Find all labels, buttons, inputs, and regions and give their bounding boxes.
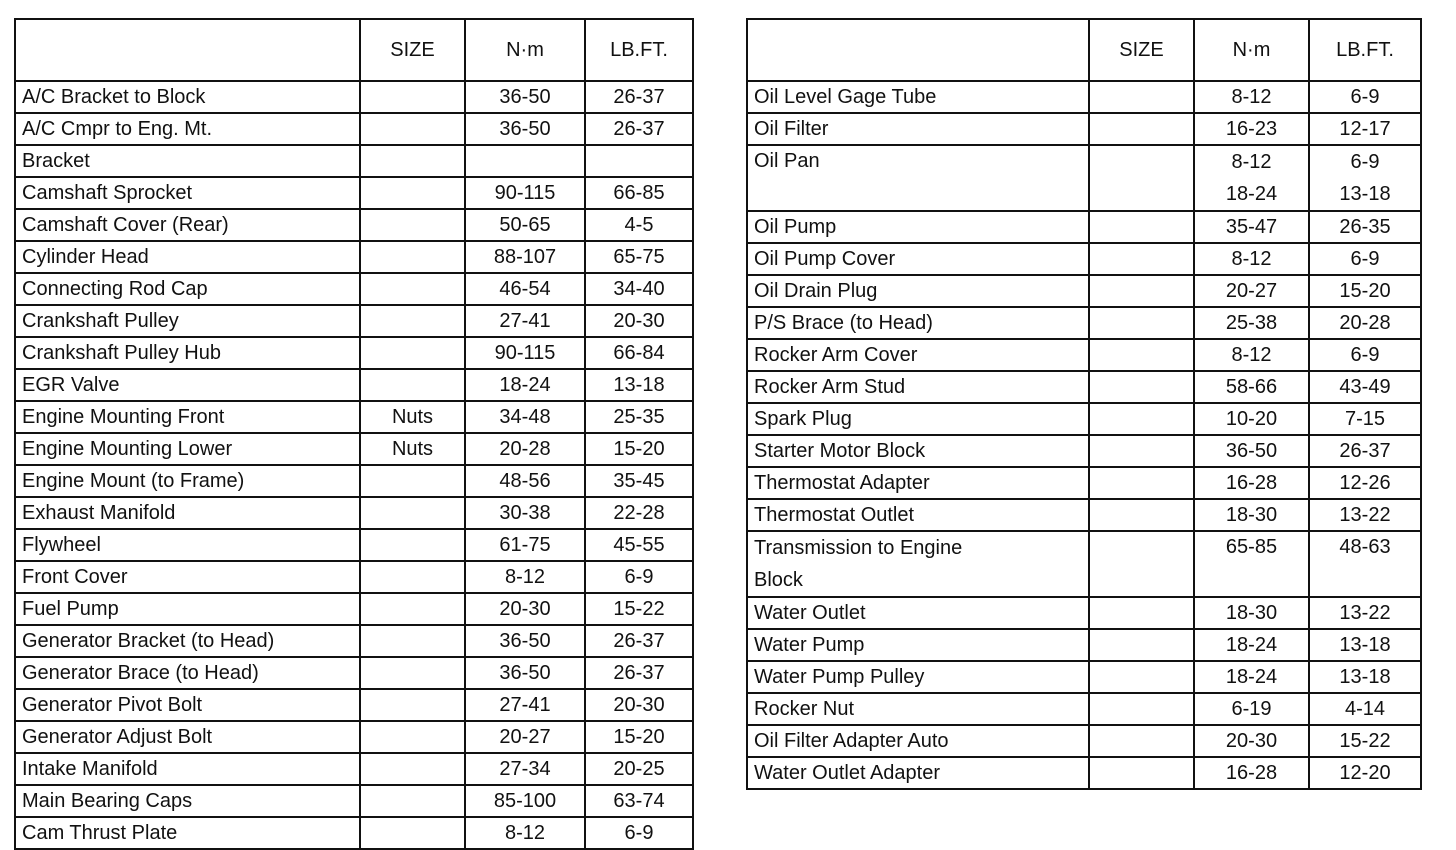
component-name: Thermostat Adapter xyxy=(747,467,1089,499)
size-value xyxy=(1089,725,1194,757)
torque-nm: 8-12 xyxy=(465,817,585,849)
torque-nm xyxy=(1194,145,1309,211)
table-row xyxy=(15,145,693,177)
table-row xyxy=(747,371,1421,403)
size-value xyxy=(1089,145,1194,211)
torque-nm: 58-66 xyxy=(1194,371,1309,403)
component-name: Water Pump xyxy=(747,629,1089,661)
component-name: Bracket xyxy=(15,145,360,177)
table-row xyxy=(15,625,693,657)
table-row xyxy=(15,657,693,689)
component-name: Oil Pan xyxy=(747,145,1089,211)
component-name: Generator Pivot Bolt xyxy=(15,689,360,721)
torque-lbft: 6-9 xyxy=(585,561,693,593)
size-value xyxy=(1089,339,1194,371)
torque-lbft-line: 6-9 xyxy=(1350,151,1380,173)
size-value xyxy=(1089,371,1194,403)
torque-nm: 18-30 xyxy=(1194,597,1309,629)
table-row xyxy=(15,337,693,369)
table-row xyxy=(747,725,1421,757)
table-row xyxy=(15,177,693,209)
component-name xyxy=(747,531,1089,597)
torque-nm: 85-100 xyxy=(465,785,585,817)
table-row xyxy=(15,209,693,241)
size-value xyxy=(360,177,465,209)
torque-nm: 46-54 xyxy=(465,273,585,305)
torque-lbft: 15-22 xyxy=(585,593,693,625)
torque-lbft: 13-18 xyxy=(1309,661,1421,693)
size-value xyxy=(1089,81,1194,113)
table-row xyxy=(747,499,1421,531)
table-row xyxy=(747,467,1421,499)
table-row xyxy=(747,211,1421,243)
size-value xyxy=(360,817,465,849)
size-value xyxy=(360,305,465,337)
component-name: Connecting Rod Cap xyxy=(15,273,360,305)
torque-nm: 36-50 xyxy=(465,113,585,145)
table-row xyxy=(15,529,693,561)
torque-nm: 35-47 xyxy=(1194,211,1309,243)
size-value xyxy=(1089,211,1194,243)
torque-table-left xyxy=(14,18,694,850)
torque-nm: 8-12 xyxy=(1194,339,1309,371)
header-lbft: LB.FT. xyxy=(1309,19,1421,81)
torque-lbft: 15-20 xyxy=(1309,275,1421,307)
torque-lbft: 26-37 xyxy=(1309,435,1421,467)
torque-nm: 36-50 xyxy=(465,81,585,113)
header-lbft: LB.FT. xyxy=(585,19,693,81)
torque-lbft: 35-45 xyxy=(585,465,693,497)
table-row xyxy=(15,753,693,785)
header-row xyxy=(15,19,693,81)
size-value xyxy=(360,209,465,241)
size-value xyxy=(360,593,465,625)
table-row xyxy=(747,275,1421,307)
size-value xyxy=(360,721,465,753)
table-row xyxy=(747,339,1421,371)
torque-lbft: 13-22 xyxy=(1309,499,1421,531)
size-value xyxy=(1089,243,1194,275)
size-value xyxy=(360,465,465,497)
table-row xyxy=(15,113,693,145)
component-name: Thermostat Outlet xyxy=(747,499,1089,531)
torque-lbft-line: 13-18 xyxy=(1339,183,1391,205)
torque-nm: 27-34 xyxy=(465,753,585,785)
size-value xyxy=(360,561,465,593)
component-name: Starter Motor Block xyxy=(747,435,1089,467)
torque-nm: 8-12 xyxy=(1194,81,1309,113)
torque-nm: 20-27 xyxy=(465,721,585,753)
torque-lbft: 4-5 xyxy=(585,209,693,241)
torque-nm: 18-30 xyxy=(1194,499,1309,531)
table-row xyxy=(15,593,693,625)
torque-lbft: 12-26 xyxy=(1309,467,1421,499)
torque-nm: 18-24 xyxy=(1194,629,1309,661)
torque-nm: 10-20 xyxy=(1194,403,1309,435)
component-name: EGR Valve xyxy=(15,369,360,401)
table-row xyxy=(747,307,1421,339)
table-row xyxy=(15,785,693,817)
component-name: Engine Mount (to Frame) xyxy=(15,465,360,497)
component-name-line: Block xyxy=(754,569,803,591)
size-value xyxy=(1089,661,1194,693)
size-value xyxy=(360,497,465,529)
header-component xyxy=(15,19,360,81)
torque-nm: 8-12 xyxy=(465,561,585,593)
component-name: Camshaft Cover (Rear) xyxy=(15,209,360,241)
torque-nm: 50-65 xyxy=(465,209,585,241)
torque-lbft: 15-20 xyxy=(585,721,693,753)
torque-lbft: 13-22 xyxy=(1309,597,1421,629)
size-value xyxy=(1089,403,1194,435)
table-row xyxy=(15,273,693,305)
torque-lbft: 26-35 xyxy=(1309,211,1421,243)
table-row xyxy=(15,305,693,337)
torque-nm: 36-50 xyxy=(1194,435,1309,467)
size-value xyxy=(1089,467,1194,499)
torque-nm: 18-24 xyxy=(1194,661,1309,693)
torque-lbft: 6-9 xyxy=(1309,81,1421,113)
torque-lbft: 45-55 xyxy=(585,529,693,561)
torque-lbft: 26-37 xyxy=(585,625,693,657)
component-name: Water Outlet Adapter xyxy=(747,757,1089,789)
torque-lbft: 43-49 xyxy=(1309,371,1421,403)
torque-nm: 18-24 xyxy=(465,369,585,401)
table-row xyxy=(747,531,1421,597)
torque-lbft: 20-25 xyxy=(585,753,693,785)
component-name: Cylinder Head xyxy=(15,241,360,273)
table-row xyxy=(747,661,1421,693)
size-value xyxy=(360,529,465,561)
torque-lbft: 6-9 xyxy=(1309,243,1421,275)
torque-lbft: 48-63 xyxy=(1309,531,1421,597)
torque-lbft: 6-9 xyxy=(1309,339,1421,371)
torque-lbft: 34-40 xyxy=(585,273,693,305)
size-value xyxy=(360,657,465,689)
torque-table-right xyxy=(746,18,1422,790)
component-name: Crankshaft Pulley xyxy=(15,305,360,337)
table-row xyxy=(15,465,693,497)
torque-nm: 27-41 xyxy=(465,689,585,721)
component-name: Cam Thrust Plate xyxy=(15,817,360,849)
size-value xyxy=(360,145,465,177)
torque-lbft: 63-74 xyxy=(585,785,693,817)
component-name: Rocker Arm Stud xyxy=(747,371,1089,403)
component-name: Intake Manifold xyxy=(15,753,360,785)
size-value xyxy=(1089,275,1194,307)
table-row xyxy=(747,145,1421,211)
component-name: Main Bearing Caps xyxy=(15,785,360,817)
size-value: Nuts xyxy=(360,433,465,465)
table-row xyxy=(747,757,1421,789)
torque-nm: 61-75 xyxy=(465,529,585,561)
torque-nm: 48-56 xyxy=(465,465,585,497)
component-name: Water Outlet xyxy=(747,597,1089,629)
table-row xyxy=(747,243,1421,275)
size-value xyxy=(1089,499,1194,531)
table-row xyxy=(747,435,1421,467)
torque-nm: 88-107 xyxy=(465,241,585,273)
torque-lbft: 65-75 xyxy=(585,241,693,273)
size-value xyxy=(360,113,465,145)
size-value xyxy=(360,753,465,785)
torque-nm: 20-30 xyxy=(1194,725,1309,757)
table-row xyxy=(15,81,693,113)
size-value xyxy=(360,241,465,273)
component-name: Rocker Arm Cover xyxy=(747,339,1089,371)
size-value xyxy=(1089,597,1194,629)
table-row xyxy=(15,497,693,529)
torque-nm: 27-41 xyxy=(465,305,585,337)
torque-lbft: 25-35 xyxy=(585,401,693,433)
torque-nm: 36-50 xyxy=(465,625,585,657)
component-name: Exhaust Manifold xyxy=(15,497,360,529)
torque-nm: 16-23 xyxy=(1194,113,1309,145)
table-row xyxy=(15,721,693,753)
torque-nm: 25-38 xyxy=(1194,307,1309,339)
size-value xyxy=(360,81,465,113)
torque-lbft: 26-37 xyxy=(585,81,693,113)
table-row xyxy=(747,403,1421,435)
table-row xyxy=(15,817,693,849)
component-name: Crankshaft Pulley Hub xyxy=(15,337,360,369)
torque-lbft: 4-14 xyxy=(1309,693,1421,725)
component-name: Flywheel xyxy=(15,529,360,561)
table-row xyxy=(747,113,1421,145)
size-value xyxy=(1089,693,1194,725)
component-name: A/C Cmpr to Eng. Mt. xyxy=(15,113,360,145)
torque-nm: 90-115 xyxy=(465,177,585,209)
torque-lbft: 66-85 xyxy=(585,177,693,209)
component-name: Engine Mounting Front xyxy=(15,401,360,433)
size-value xyxy=(1089,531,1194,597)
torque-lbft: 20-28 xyxy=(1309,307,1421,339)
table-row xyxy=(747,81,1421,113)
torque-lbft: 15-20 xyxy=(585,433,693,465)
component-name: Oil Filter xyxy=(747,113,1089,145)
torque-nm: 34-48 xyxy=(465,401,585,433)
component-name: Water Pump Pulley xyxy=(747,661,1089,693)
component-name: P/S Brace (to Head) xyxy=(747,307,1089,339)
size-value: Nuts xyxy=(360,401,465,433)
torque-nm-line: 18-24 xyxy=(1225,183,1278,205)
torque-lbft: 22-28 xyxy=(585,497,693,529)
header-row xyxy=(747,19,1421,81)
component-name: Camshaft Sprocket xyxy=(15,177,360,209)
torque-lbft xyxy=(1309,145,1421,211)
table-row xyxy=(15,401,693,433)
torque-lbft: 15-22 xyxy=(1309,725,1421,757)
header-size: SIZE xyxy=(1089,19,1194,81)
component-name-line: Transmission to Engine xyxy=(754,537,963,559)
torque-lbft: 13-18 xyxy=(1309,629,1421,661)
component-name: Generator Bracket (to Head) xyxy=(15,625,360,657)
table-row xyxy=(15,433,693,465)
table-row xyxy=(15,241,693,273)
size-value xyxy=(360,337,465,369)
component-name: Generator Brace (to Head) xyxy=(15,657,360,689)
header-nm: N·m xyxy=(1194,19,1309,81)
torque-nm xyxy=(465,145,585,177)
size-value xyxy=(1089,435,1194,467)
torque-nm: 20-27 xyxy=(1194,275,1309,307)
size-value xyxy=(1089,757,1194,789)
component-name: Oil Level Gage Tube xyxy=(747,81,1089,113)
torque-nm: 30-38 xyxy=(465,497,585,529)
torque-lbft: 20-30 xyxy=(585,305,693,337)
size-value xyxy=(1089,629,1194,661)
component-name: Fuel Pump xyxy=(15,593,360,625)
torque-nm: 6-19 xyxy=(1194,693,1309,725)
size-value xyxy=(360,273,465,305)
header-size: SIZE xyxy=(360,19,465,81)
table-row xyxy=(747,693,1421,725)
torque-nm: 36-50 xyxy=(465,657,585,689)
component-name: Front Cover xyxy=(15,561,360,593)
table-row xyxy=(15,369,693,401)
torque-nm: 16-28 xyxy=(1194,757,1309,789)
component-name: Rocker Nut xyxy=(747,693,1089,725)
torque-lbft: 7-15 xyxy=(1309,403,1421,435)
torque-nm: 20-28 xyxy=(465,433,585,465)
component-name: Oil Drain Plug xyxy=(747,275,1089,307)
torque-nm: 8-12 xyxy=(1194,243,1309,275)
size-value xyxy=(1089,113,1194,145)
component-name: Generator Adjust Bolt xyxy=(15,721,360,753)
torque-nm: 16-28 xyxy=(1194,467,1309,499)
header-nm: N·m xyxy=(465,19,585,81)
torque-lbft xyxy=(585,145,693,177)
torque-lbft: 6-9 xyxy=(585,817,693,849)
component-name: Oil Pump xyxy=(747,211,1089,243)
size-value xyxy=(1089,307,1194,339)
component-name: Engine Mounting Lower xyxy=(15,433,360,465)
torque-lbft: 26-37 xyxy=(585,113,693,145)
torque-lbft: 12-17 xyxy=(1309,113,1421,145)
component-name: Spark Plug xyxy=(747,403,1089,435)
size-value xyxy=(360,369,465,401)
torque-lbft: 26-37 xyxy=(585,657,693,689)
component-name: Oil Pump Cover xyxy=(747,243,1089,275)
header-component xyxy=(747,19,1089,81)
size-value xyxy=(360,785,465,817)
size-value xyxy=(360,625,465,657)
component-name: A/C Bracket to Block xyxy=(15,81,360,113)
torque-lbft: 66-84 xyxy=(585,337,693,369)
table-row xyxy=(15,561,693,593)
torque-lbft: 20-30 xyxy=(585,689,693,721)
torque-lbft: 13-18 xyxy=(585,369,693,401)
torque-nm: 20-30 xyxy=(465,593,585,625)
torque-lbft: 12-20 xyxy=(1309,757,1421,789)
table-row xyxy=(747,629,1421,661)
torque-nm: 90-115 xyxy=(465,337,585,369)
size-value xyxy=(360,689,465,721)
component-name: Oil Filter Adapter Auto xyxy=(747,725,1089,757)
table-row xyxy=(15,689,693,721)
table-row xyxy=(747,597,1421,629)
torque-nm-line: 8-12 xyxy=(1231,151,1272,173)
torque-nm: 65-85 xyxy=(1194,531,1309,597)
